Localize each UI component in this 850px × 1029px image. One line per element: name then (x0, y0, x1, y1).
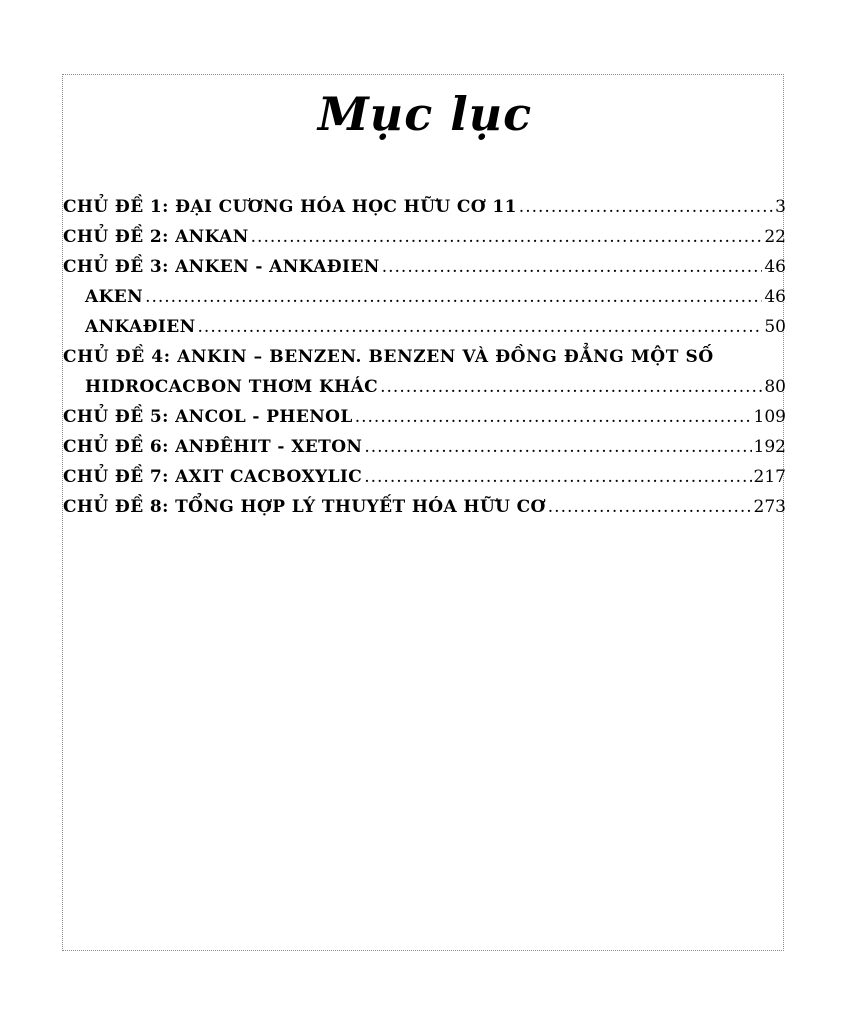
toc-entry-chapter-5[interactable] (63, 402, 786, 432)
toc-entry-chapter-4-line-2[interactable] (63, 372, 786, 402)
toc-entry-label: CHỦ ĐỀ 1: ĐẠI CƯƠNG HÓA HỌC HỮU CƠ 11 (63, 197, 517, 217)
toc-page-number: 46 (764, 287, 786, 307)
toc-page-number: 3 (775, 197, 786, 217)
toc-entry-label: CHỦ ĐỀ 2: ANKAN (63, 227, 249, 247)
toc-entry-chapter-3[interactable] (63, 252, 786, 282)
toc-page-number: 80 (764, 377, 786, 397)
toc-entry-chapter-1[interactable] (63, 192, 786, 222)
toc-entry-chapter-4-line-1[interactable] (63, 342, 786, 372)
dot-leader (548, 492, 752, 522)
toc-entry-label: CHỦ ĐỀ 3: ANKEN - ANKAĐIEN (63, 257, 380, 277)
toc-page-number: 50 (764, 317, 786, 337)
dot-leader (364, 432, 751, 462)
table-of-contents (63, 192, 786, 522)
toc-entry-chapter-7[interactable] (63, 462, 786, 492)
dot-leader (198, 312, 763, 342)
page-title: Mục lục (317, 87, 533, 141)
toc-entry-label: HIDROCACBON THƠM KHÁC (85, 377, 379, 397)
toc-entry-label: CHỦ ĐỀ 7: AXIT CACBOXYLIC (63, 467, 363, 487)
dot-leader (145, 282, 762, 312)
toc-entry-chapter-8[interactable] (63, 492, 786, 522)
toc-entry-label: CHỦ ĐỀ 4: ANKIN – BENZEN. BENZEN VÀ ĐỒNG ĐẲNG MỘT SỐ (63, 347, 714, 367)
toc-entry-label: AKEN (85, 287, 144, 307)
dot-leader (355, 402, 752, 432)
toc-entry-label: CHỦ ĐỀ 6: ANĐÊHIT - XETON (63, 437, 363, 457)
dot-leader (519, 192, 773, 222)
toc-entry-label: CHỦ ĐỀ 8: TỔNG HỢP LÝ THUYẾT HÓA HỮU CƠ (63, 497, 546, 517)
toc-entry-chapter-2[interactable] (63, 222, 786, 252)
toc-page-number: 273 (753, 497, 786, 517)
toc-page-number: 217 (753, 467, 786, 487)
toc-page-number: 109 (753, 407, 786, 427)
toc-entry-label: ANKAĐIEN (85, 317, 196, 337)
toc-entry-section-ankadien[interactable] (63, 312, 786, 342)
dot-leader (382, 252, 763, 282)
toc-entry-label: CHỦ ĐỀ 5: ANCOL - PHENOL (63, 407, 353, 427)
toc-page-number: 192 (753, 437, 786, 457)
dot-leader (251, 222, 763, 252)
toc-entry-section-aken[interactable] (63, 282, 786, 312)
toc-page-number: 46 (764, 257, 786, 277)
toc-entry-chapter-6[interactable] (63, 432, 786, 462)
dot-leader (364, 462, 751, 492)
toc-page-number: 22 (764, 227, 786, 247)
dot-leader (380, 372, 762, 402)
